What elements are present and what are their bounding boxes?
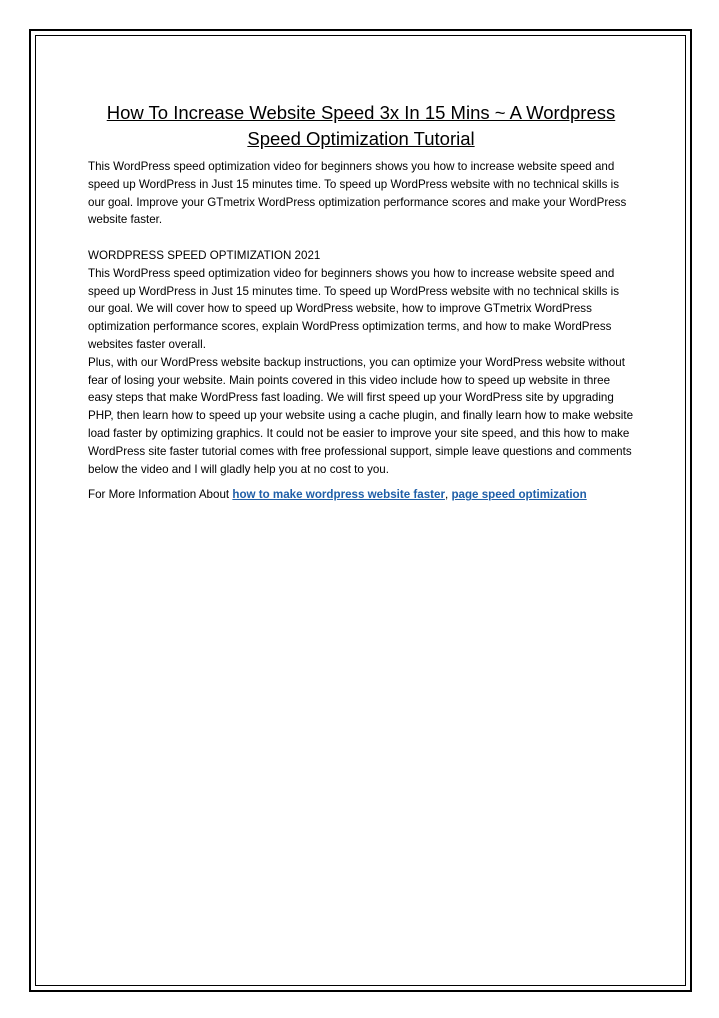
section-heading: WORDPRESS SPEED OPTIMIZATION 2021 <box>88 248 321 262</box>
intro-paragraph: This WordPress speed optimization video for beginners shows you how to increase website speed and speed up WordPress in Just 15 minutes time. To speed up WordPress website with no technical skills is our goal. Improve your GTmetrix WordPress optimization performance scores and make your WordPress website faster. <box>88 160 627 227</box>
document-title: How To Increase Website Speed 3x In 15 Mins ~ A Wordpress Speed Optimization Tutorial <box>106 102 616 149</box>
more-info-prefix: For More Information About <box>88 488 233 502</box>
section-paragraph-1: This WordPress speed optimization video for beginners shows you how to increase website speed and speed up WordPress in Just 15 minutes time. To speed up WordPress website with no technical skills is our goal. We will cover how to speed up WordPress website, how to improve GTmetrix WordPress optimization performance scores, explain WordPress optimization terms, and how to make WordPress websites faster overall. <box>88 266 619 351</box>
section-paragraph-2: Plus, with our WordPress website backup instructions, you can optimize your WordPress website without fear of losing your website. Main points covered in this video include how to speed up website in three easy steps that make WordPress fast loading. We will first speed up your WordPress site by upgrading PHP, then learn how to speed up your website using a cache plugin, and finally learn how to make website load faster by optimizing graphics. It could not be easier to improve your site speed, and this how to make WordPress site faster tutorial comes with free professional support, simple leave questions and comments below the video and I will gladly help you at no cost to you. <box>88 355 634 476</box>
link-page-speed-optimization[interactable]: page speed optimization <box>451 488 587 502</box>
link-wordpress-faster[interactable]: how to make wordpress website faster <box>232 488 445 502</box>
paragraph-spacer <box>88 229 634 247</box>
link-separator: , <box>444 488 452 502</box>
document-body <box>88 100 634 504</box>
more-info-line <box>88 486 634 504</box>
